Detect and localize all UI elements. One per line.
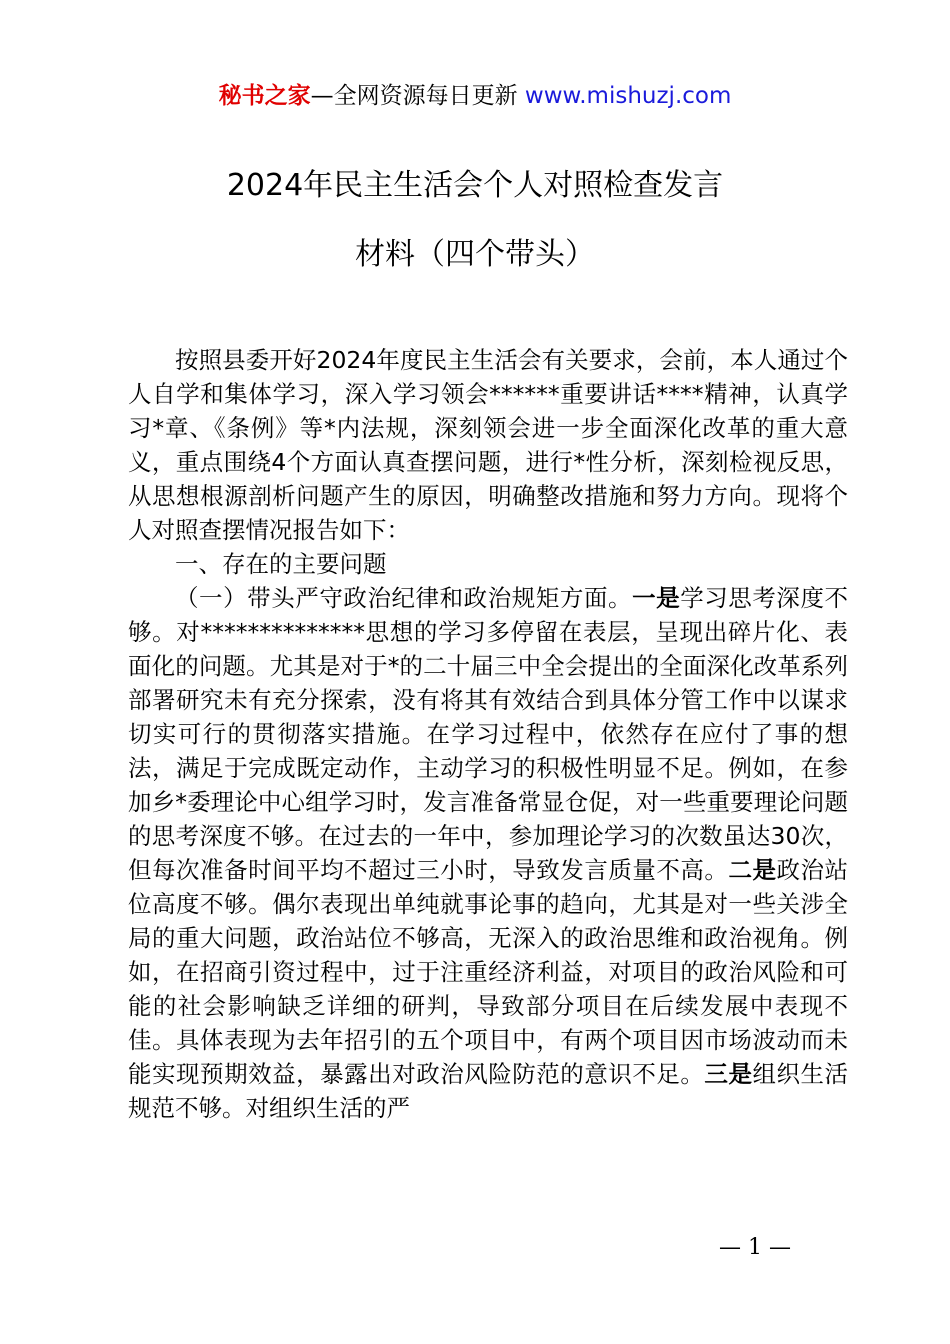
point-1-label: 一是	[632, 584, 681, 612]
document-body	[128, 343, 848, 1125]
site-url-link[interactable]: www.mishuzj.com	[524, 83, 732, 109]
point-2-label: 二是	[728, 856, 777, 884]
section-heading: 一、存在的主要问题	[175, 550, 387, 578]
brand-name: 秘书之家	[218, 83, 311, 109]
subsection-paragraph	[128, 581, 848, 1125]
point-2-text: 政治站位高度不够。偶尔表现出单纯就事论事的趋向，尤其是对一些关涉全局的重大问题，政治站位不够高，无深入的政治思维和政治视角。例如，在招商引资过程中，过于注重经济利益，对项目的政治风险和可能的社会影响缺乏详细的研判，导致部分项目在后续发展中表现不佳。具体表现为去年招引的五个项目中，有两个项目因市场波动而未能实现预期效益，暴露出对政治风险防范的意识不足。	[128, 856, 849, 1088]
page-number: — 1 —	[719, 1235, 791, 1260]
point-3-label: 三是	[704, 1060, 753, 1088]
document-title-line-2: 材料（四个带头）	[355, 237, 595, 272]
header-tagline: —全网资源每日更新	[310, 83, 525, 109]
point-3-text: 组织生活规范不够。对组织生活的严	[128, 1060, 849, 1122]
subsection-heading: （一）带头严守政治纪律和政治规矩方面。	[175, 584, 633, 612]
point-1-text: 学习思考深度不够。对**************思想的学习多停留在表层，呈现出碎片化、表面化的问题。尤其是对于*的二十届三中全会提出的全面深化改革系列部署研究未有充分探索，没有将其有效结合到具体分管工作中以谋求切实可行的贯彻落实措施。在学习过程中，依然存在应付了事的想法，满足于完成既定动作，主动学习的积极性明显不足。例如，在参加乡*委理论中心组学习时，发言准备常显仓促，对一些重要理论问题的思考深度不够。在过去的一年中，参加理论学习的次数虽达30次，但每次准备时间平均不超过三小时，导致发言质量不高。	[128, 584, 849, 884]
site-header	[0, 80, 950, 112]
intro-paragraph: 按照县委开好2024年度民主生活会有关要求，会前，本人通过个人自学和集体学习，深入学习领会******重要讲话****精神，认真学习*章、《条例》等*内法规，深刻领会进一步全面深化改革的重大意义，重点围绕4个方面认真查摆问题，进行*性分析，深刻检视反思，从思想根源剖析问题产生的原因，明确整改措施和努力方向。现将个人对照查摆情况报告如下：	[128, 346, 848, 544]
document-title-line-1: 2024年民主生活会个人对照检查发言	[226, 168, 724, 203]
